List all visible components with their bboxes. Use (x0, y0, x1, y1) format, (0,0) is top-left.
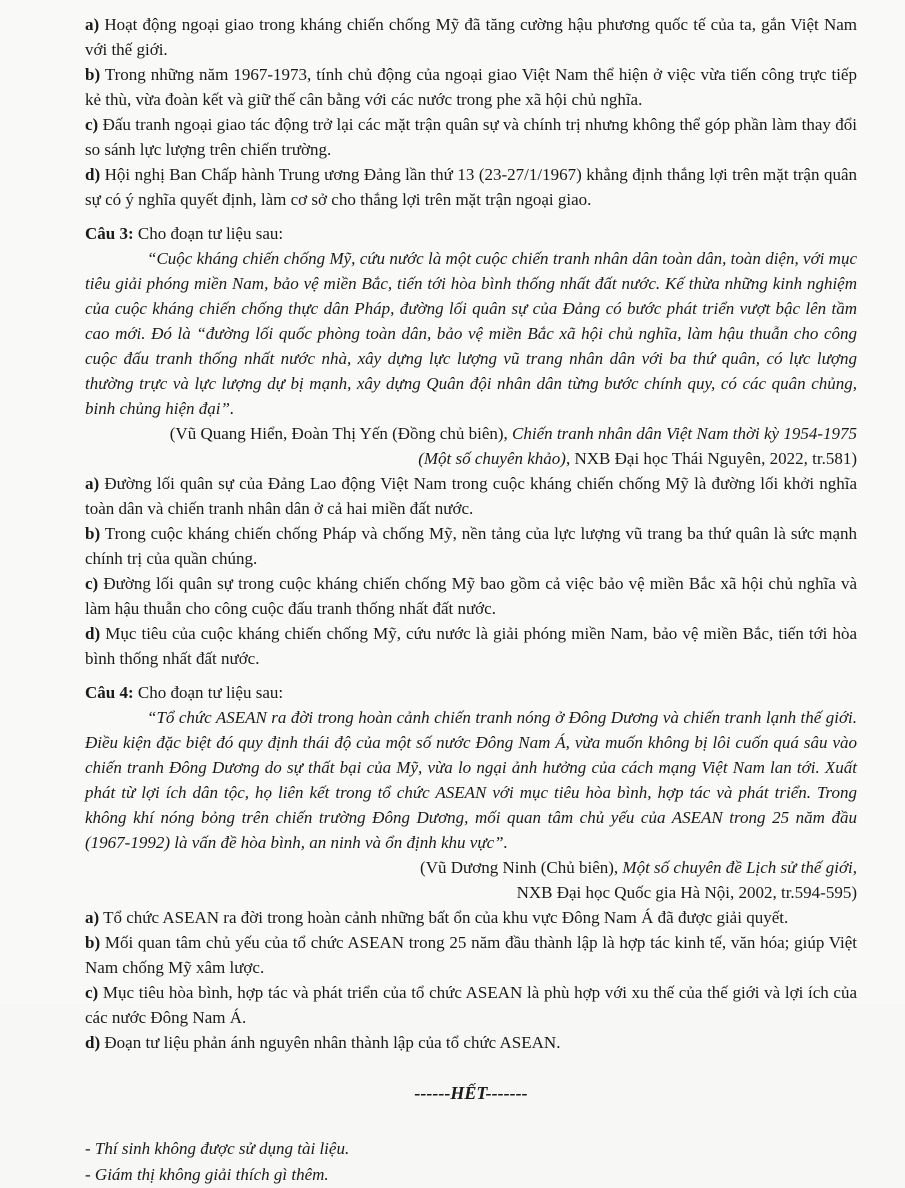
examinee-notes (85, 1136, 857, 1188)
preceding-question-options (85, 12, 857, 212)
option-text: Tổ chức ASEAN ra đời trong hoàn cảnh những bất ổn của khu vực Đông Nam Á đã được giải quyết. (103, 908, 789, 927)
citation-subtitle: (Một số chuyên khảo) (418, 449, 566, 468)
question4-section (85, 680, 857, 1055)
note-no-explanation: - Giám thị không giải thích gì thêm. (85, 1165, 329, 1184)
option-text: Mối quan tâm chủ yếu của tổ chức ASEAN trong 25 năm đầu thành lập là hợp tác kinh tế, văn hóa; giúp Việt Nam chống Mỹ xâm lược. (85, 933, 858, 977)
question3-prompt: Cho đoạn tư liệu sau: (137, 224, 284, 243)
option-label: a) (85, 474, 100, 493)
note-no-materials: - Thí sinh không được sử dụng tài liệu. (85, 1139, 350, 1158)
question4-citation-line1 (85, 855, 857, 880)
citation-book-title: Một số chuyên đề Lịch sử thế giới, (622, 858, 857, 877)
option-text: Hội nghị Ban Chấp hành Trung ương Đảng lần thứ 13 (23-27/1/1967) khẳng định thắng lợi trên mặt trận quân sự có ý nghĩa quyết định, làm cơ sở cho thắng lợi trên mặt trận ngoại giao. (85, 165, 857, 209)
question3-heading (85, 221, 857, 246)
citation-authors: (Vũ Quang Hiển, Đoàn Thị Yến (Đồng chủ biên), (169, 424, 508, 443)
option-label: b) (85, 933, 101, 952)
option-label: d) (85, 165, 101, 184)
question3-number: Câu 3: (85, 224, 134, 243)
question4-heading (85, 680, 857, 705)
option-label: b) (85, 65, 101, 84)
option-label: a) (85, 15, 100, 34)
end-of-exam-marker: ------HẾT------- (414, 1083, 528, 1103)
option-text: Trong cuộc kháng chiến chống Pháp và chống Mỹ, nền tảng của lực lượng vũ trang ba thứ quân là sức mạnh chính trị của quần chúng. (85, 524, 857, 568)
preceding-option-b (85, 62, 857, 112)
option-label: c) (85, 115, 99, 134)
question4-option-c (85, 980, 857, 1030)
question4-number: Câu 4: (85, 683, 134, 702)
question4-citation-line2 (85, 880, 857, 905)
question3-citation-line1 (85, 421, 857, 446)
preceding-option-d (85, 162, 857, 212)
citation-publisher: , NXB Đại học Thái Nguyên, 2022, tr.581) (565, 449, 857, 468)
preceding-option-c (85, 112, 857, 162)
citation-book-title: Chiến tranh nhân dân Việt Nam thời kỳ 1954-1975 (512, 424, 857, 443)
question3-option-a (85, 471, 857, 521)
citation-publisher: NXB Đại học Quốc gia Hà Nội, 2002, tr.594-595) (516, 883, 857, 902)
option-label: d) (85, 1033, 101, 1052)
option-text: Hoạt động ngoại giao trong kháng chiến chống Mỹ đã tăng cường hậu phương quốc tế của ta, gắn Việt Nam với thế giới. (85, 15, 857, 59)
question3-quote: “Cuộc kháng chiến chống Mỹ, cứu nước là một cuộc chiến tranh nhân dân toàn dân, toàn diện, với mục tiêu giải phóng miền Nam, bảo vệ miền Bắc, tiến tới hòa bình thống nhất đất nước. Kế thừa những kinh nghiệm của cuộc kháng chiến chống thực dân Pháp, đường lối quân sự của Đảng có bước phát triển vượt bậc lên tầm cao mới. Đó là “đường lối quốc phòng toàn dân, bảo vệ miền Bắc xã hội chủ nghĩa, làm hậu thuẫn cho công cuộc đấu tranh thống nhất nước nhà, xây dựng lực lượng vũ trang nhân dân với ba thứ quân, có lực lượng thường trực và lực lượng dự bị mạnh, xây dựng Quân đội nhân dân từng bước chính quy, có các quân chủng, binh chủng hiện đại”. (85, 249, 857, 418)
option-label: c) (85, 574, 99, 593)
citation-authors: (Vũ Dương Ninh (Chủ biên), (420, 858, 619, 877)
question3-option-d (85, 621, 857, 671)
question3-citation-line2 (85, 446, 857, 471)
question4-option-b (85, 930, 857, 980)
option-label: a) (85, 908, 100, 927)
option-text: Mục tiêu của cuộc kháng chiến chống Mỹ, cứu nước là giải phóng miền Nam, bảo vệ miền Bắc, tiến tới hòa bình thống nhất đất nước. (85, 624, 857, 668)
option-text: Đường lối quân sự của Đảng Lao động Việt Nam trong cuộc kháng chiến chống Mỹ là đường lối khởi nghĩa toàn dân và chiến tranh nhân dân ở cả hai miền đất nước. (85, 474, 858, 518)
question4-quote: “Tổ chức ASEAN ra đời trong hoàn cảnh chiến tranh nóng ở Đông Dương và chiến tranh lạnh thế giới. Điều kiện đặc biệt đó quy định thái độ của một số nước Đông Nam Á, vừa muốn không bị lôi cuốn quá sâu vào chiến tranh Đông Dương do sự thất bại của Mỹ, vừa lo ngại ảnh hưởng của cách mạng Việt Nam lan tới. Xuất phát từ lợi ích dân tộc, họ liên kết trong tổ chức ASEAN với mục tiêu hòa bình, hợp tác và phát triển. Trong không khí nóng bỏng trên chiến trường Đông Dương, mối quan tâm chủ yếu của ASEAN trong 25 năm đầu (1967-1992) là vấn đề hòa bình, an ninh và ổn định khu vực”. (85, 708, 857, 852)
question3-section (85, 221, 857, 671)
option-text: Trong những năm 1967-1973, tính chủ động của ngoại giao Việt Nam thể hiện ở việc vừa tiến công trực tiếp kẻ thù, vừa đoàn kết và giữ thế cân bằng với các nước trong phe xã hội chủ nghĩa. (85, 65, 857, 109)
question3-option-b (85, 521, 857, 571)
option-text: Đường lối quân sự trong cuộc kháng chiến chống Mỹ bao gồm cả việc bảo vệ miền Bắc xã hội chủ nghĩa và làm hậu thuẫn cho công cuộc đấu tranh thống nhất đất nước. (85, 574, 857, 618)
question4-prompt: Cho đoạn tư liệu sau: (137, 683, 284, 702)
option-text: Đoạn tư liệu phản ánh nguyên nhân thành lập của tổ chức ASEAN. (104, 1033, 561, 1052)
option-text: Đấu tranh ngoại giao tác động trở lại các mặt trận quân sự và chính trị nhưng không thể góp phần làm thay đổi so sánh lực lượng trên chiến trường. (85, 115, 857, 159)
option-label: d) (85, 624, 101, 643)
preceding-option-a (85, 12, 857, 62)
question4-option-a (85, 905, 857, 930)
question4-option-d (85, 1030, 857, 1055)
option-label: b) (85, 524, 101, 543)
option-text: Mục tiêu hòa bình, hợp tác và phát triển của tổ chức ASEAN là phù hợp với xu thế của thế giới và lợi ích của các nước Đông Nam Á. (85, 983, 858, 1027)
option-label: c) (85, 983, 99, 1002)
question3-option-c (85, 571, 857, 621)
